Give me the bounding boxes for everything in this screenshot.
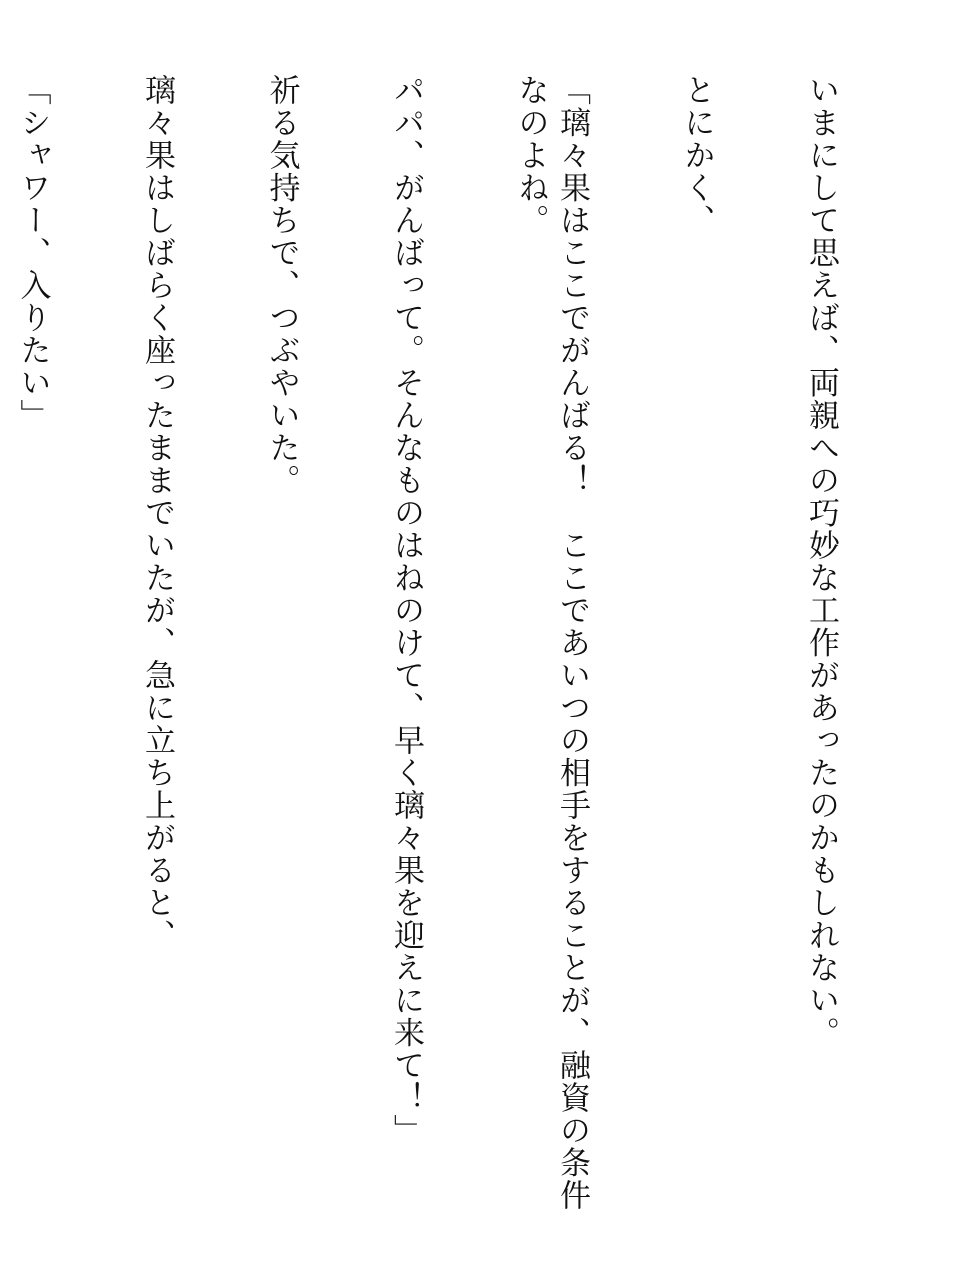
paragraph: とにかく、 xyxy=(678,74,715,237)
paragraph: 璃々果はしばらく座ったままでいたが、急に立ち上がると、 xyxy=(139,74,175,952)
paragraph: いまにして思えば、両親への巧妙な工作があったのかもしれない。 xyxy=(803,74,839,1049)
dialogue-paragraph: 「璃々果はここでがんばる！ ここであいつの相手をすることが、融資の条件なのよね。 xyxy=(512,74,590,1212)
paragraph: 祈る気持ちで、つぶやいた。 xyxy=(263,74,300,497)
dialogue-paragraph: パパ、がんばって。そんなものはねのけて、早く璃々果を迎えに来て！」 xyxy=(388,74,424,1147)
dialogue-paragraph: 「シャワー、入りたい」 xyxy=(14,74,51,432)
vertical-text-body xyxy=(0,74,924,1214)
